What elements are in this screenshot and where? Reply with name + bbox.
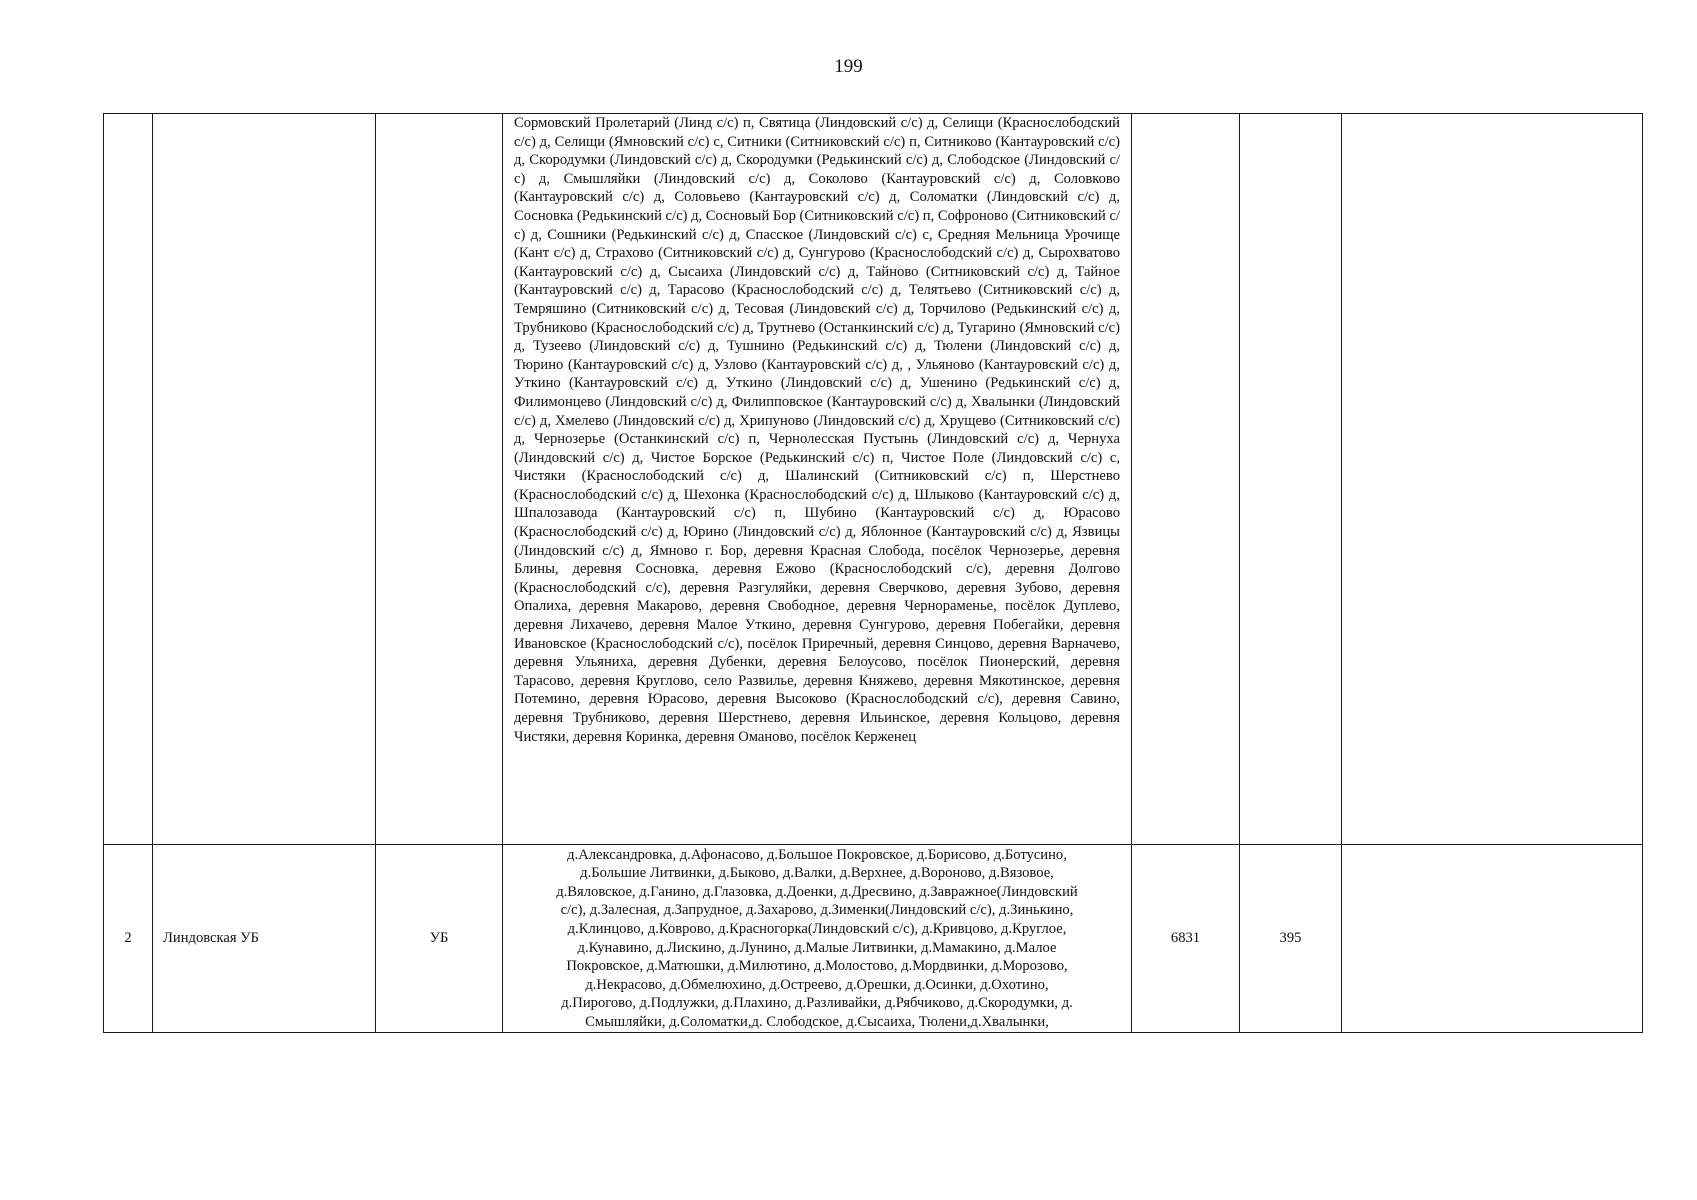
settlements-line: д.Пирогово, д.Подлужки, д.Плахино, д.Разливайки, д.Рябчиково, д.Скородумки, д. (561, 995, 1073, 1012)
settlements-line: д.Вяловское, д.Ганино, д.Глазовка, д.Доенки, д.Дресвино, д.Завражное(Линдовский (556, 883, 1078, 900)
settlements-cell (503, 114, 1132, 845)
page-number: 199 (834, 56, 863, 77)
settlements-line: д.Кунавино, д.Лискино, д.Лунино, д.Малые Литвинки, д.Мамакино, д.Малое (577, 939, 1057, 956)
row-number-cell: 2 (104, 845, 153, 1033)
settlements-line: Смышляйки, д.Соломатки,д. Слободское, д.Сысаиха, Тюлени,д.Хвалынки, (585, 1013, 1049, 1030)
facility-name-cell: Линдовская УБ (153, 845, 376, 1033)
settlements-cell (503, 845, 1132, 1033)
note-cell (1342, 845, 1643, 1033)
count-cell (1240, 114, 1342, 845)
settlements-line: д.Большие Литвинки, д.Быково, д.Валки, д.Верхнее, д.Вороново, д.Вязовое, (580, 865, 1054, 882)
row-number-cell (104, 114, 153, 845)
facility-name-cell (153, 114, 376, 845)
table-row (104, 845, 1643, 1033)
facility-type-cell: УБ (376, 845, 503, 1033)
count-cell: 395 (1240, 845, 1342, 1033)
settlements-line: д.Клинцово, д.Коврово, д.Красногорка(Линдовский с/с), д.Кривцово, д.Круглое, (567, 920, 1067, 937)
settlements-line: с/с), д.Залесная, д.Запрудное, д.Захарово, д.Зименки(Линдовский с/с), д.Зинькино, (560, 902, 1074, 919)
facility-type-cell (376, 114, 503, 845)
settlements-line: д.Некрасово, д.Обмелюхино, д.Остреево, д.Орешки, д.Осинки, д.Охотино, (585, 976, 1049, 993)
note-cell (1342, 114, 1643, 845)
population-cell (1132, 114, 1240, 845)
settlements-line: Покровское, д.Матюшки, д.Милютино, д.Молостово, д.Мордвинки, д.Морозово, (566, 958, 1068, 975)
settlements-table (103, 113, 1643, 1033)
table-row (104, 114, 1643, 845)
population-cell: 6831 (1132, 845, 1240, 1033)
settlements-text: Сормовский Пролетарий (Линд с/с) п, Святица (Линдовский с/с) д, Селищи (Краснослободский с/с) д, Селищи (Ямновский с/с) с, Ситники (Ситниковский с/с) п, Ситниково (Кантауровский с/с) д, Скородумки (Линдовский с/с) д, Скородумки (Редькинский с/с) д, Слободское (Линдовский с/с) д, Смышляйки (Линдовский с/с) д, Соколово (Кантауровский с/с) д, Соловково (Кантауровский с/с) д, Соловьево (Кантауровский с/с) д, Соломатки (Линдовский с/с) д, Сосновка (Редькинский с/с) д, Сосновый Бор (Ситниковский с/с) п, Софроново (Ситниковский с/с) д, Сошники (Редькинский с/с) д, Спасское (Линдовский с/с) с, Средняя Мельница Урочище (Кант с/с) д, Страхово (Ситниковский с/с) д, Сунгурово (Краснослободский с/с) д, Сырохватово (Кантауровский с/с) д, Сысаиха (Линдовский с/с) д, Тайново (Ситниковский с/с) д, Тайное (Кантауровский с/с) д, Тарасово (Краснослободский с/с) д, Телятьево (Ситниковский с/с) д, Темряшино (Ситниковский с/с) д, Тесовая (Линдовский с/с) д, Торчилово (Редькинский с/с) д, Трубниково (Краснослободский с/с) д, Трутнево (Останкинский с/с) д, Тугарино (Ямновский с/с) д, Тузеево (Линдовский с/с) д, Тушнино (Редькинский с/с) д, Тюлени (Линдовский с/с) д, Тюрино (Кантауровский с/с) д, Узлово (Кантауровский с/с) д, , Ульяново (Кантауровский с/с) д, Уткино (Кантауровский с/с) д, Уткино (Линдовский с/с) д, Ушенино (Редькинский с/с) д, Филимонцево (Линдовский с/с) д, Филипповское (Кантауровский с/с) д, Хвалынки (Линдовский с/с) д, Хмелево (Линдовский с/с) д, Хрипуново (Линдовский с/с) д, Хрущево (Ситниковский с/с) д, Чернозерье (Останкинский с/с) п, Чернолесская Пустынь (Линдовский с/с) д, Чернуха (Линдовский с/с) д, Чистое Борское (Редькинский с/с) п, Чистое Поле (Линдовский с/с) с, Чистяки (Краснослободский с/с) д, Шалинский (Ситниковский с/с) п, Шерстнево (Краснослободский с/с) д, Шехонка (Краснослободский с/с) д, Шлыково (Кантауровский с/с) д, Шпалозавода (Кантауровский с/с) п, Шубино (Кантауровский с/с) д, Юрасово (Краснослободский с/с) д, Юрино (Линдовский с/с) д, Яблонное (Кантауровский с/с) д, Язвицы (Линдовский с/с) д, Ямново г. Бор, деревня Красная Слобода, посёлок Чернозерье, деревня Блины, деревня Сосновка, деревня Ежово (Краснослободский с/с), деревня Долгово (Краснослободский с/с), деревня Разгуляйки, деревня Сверчково, деревня Зубово, деревня Опалиха, деревня Макарово, деревня Свободное, деревня Чернораменье, посёлок Дуплево, деревня Лихачево, деревня Малое Уткино, деревня Сунгурово, деревня Побегайки, деревня Ивановское (Краснослободский с/с), посёлок Приречный, деревня Синцово, деревня Варначево, деревня Ульяниха, деревня Дубенки, деревня Белоусово, посёлок Пионерский, деревня Тарасово, деревня Круглово, село Развилье, деревня Княжево, деревня Мякотинское, деревня Потемино, деревня Юрасово, деревня Высоково (Краснослободский с/с), деревня Савино, деревня Трубниково, деревня Шерстнево, деревня Ильинское, деревня Кольцово, деревня Чистяки, деревня Коринка, деревня Оманово, посёлок Керженец (514, 115, 1121, 745)
settlements-line: д.Александровка, д.Афонасово, д.Большое Покровское, д.Борисово, д.Ботусино, (567, 846, 1067, 863)
